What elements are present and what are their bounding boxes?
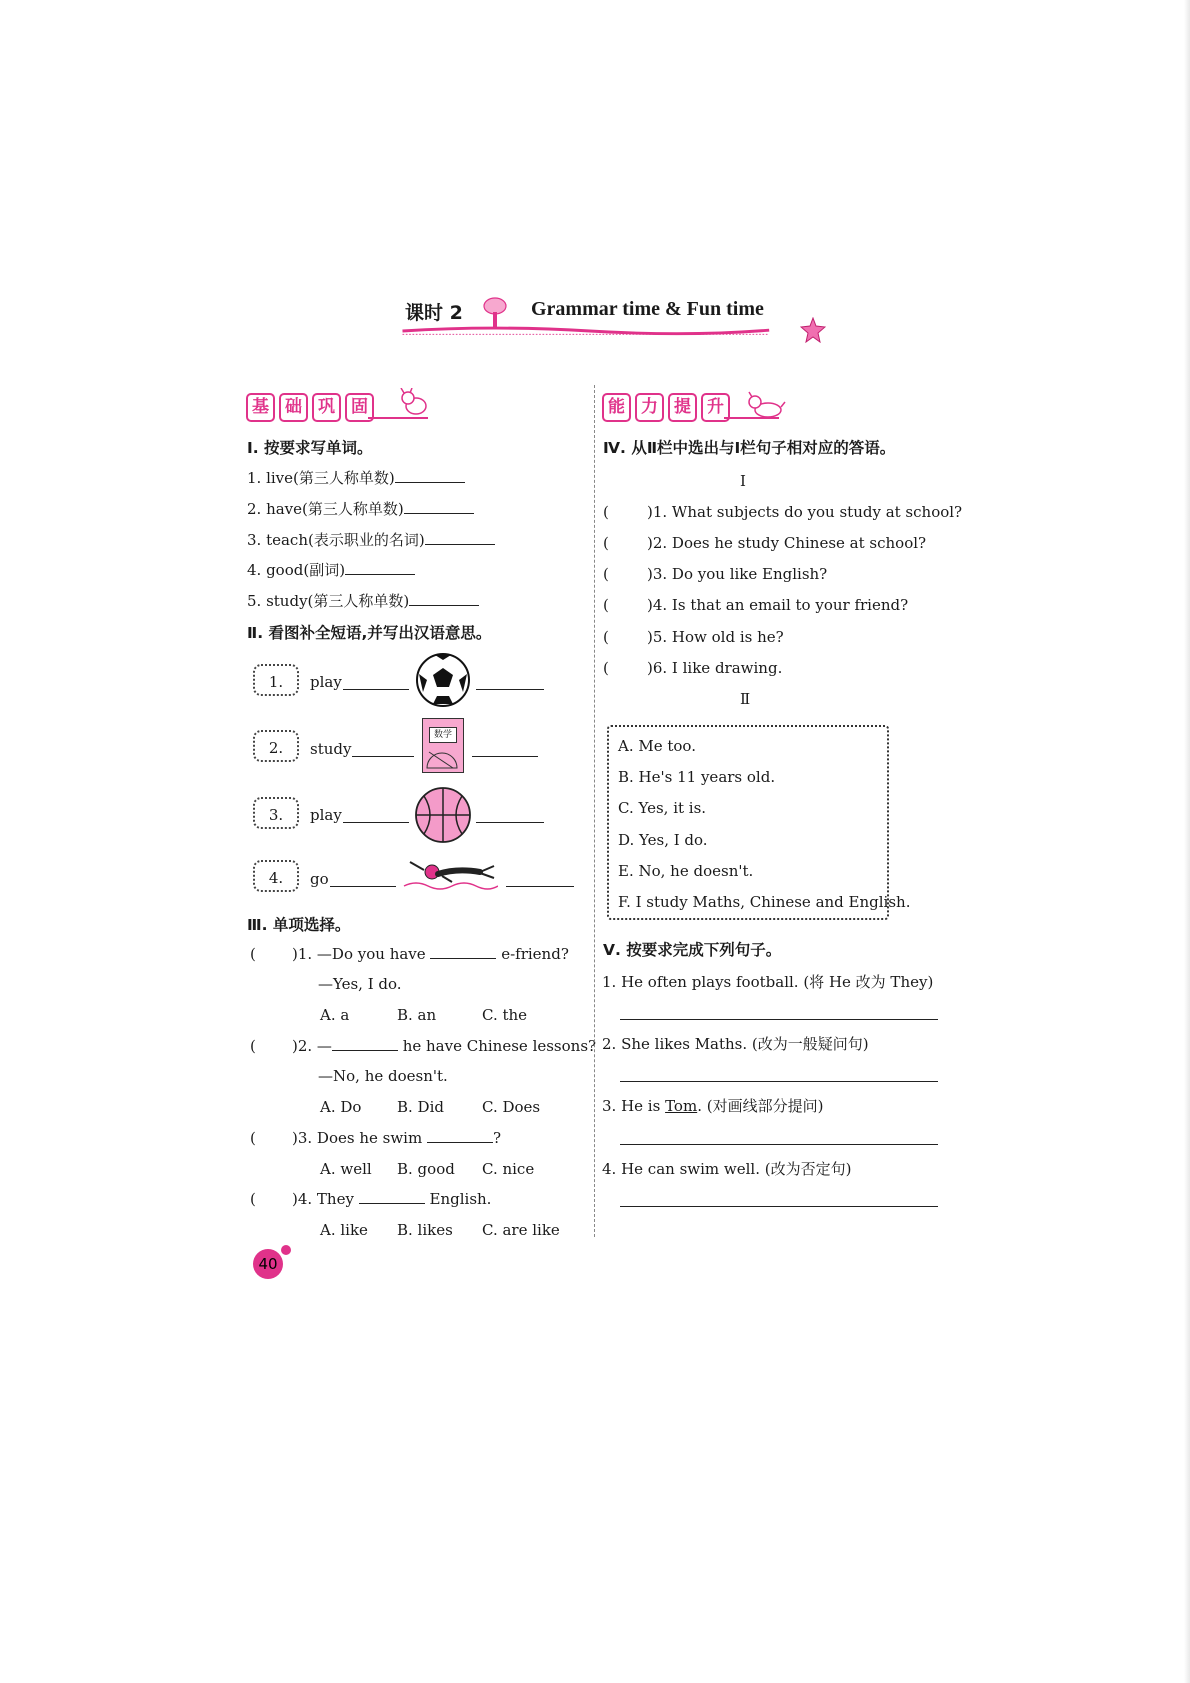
section1-heading: Ⅰ. 按要求写单词。	[247, 439, 373, 457]
dialogue-answer: —Yes, I do.	[318, 975, 402, 993]
phrase-blank[interactable]	[352, 756, 414, 757]
item-text: 2. have(第三人称单数)	[247, 500, 404, 518]
dog-icon	[746, 390, 786, 420]
item-text: . (对画线部分提问)	[697, 1097, 824, 1115]
answer-blank[interactable]	[332, 1049, 398, 1051]
option-c[interactable]: C. the	[482, 1006, 528, 1024]
banner-char: 础	[279, 393, 308, 422]
page-number: 40	[253, 1249, 283, 1279]
star-icon	[800, 317, 826, 343]
banner-char: 能	[602, 393, 631, 422]
option-c[interactable]: C. are like	[482, 1221, 560, 1239]
paren-open: (	[250, 1037, 256, 1055]
phrase-blank[interactable]	[330, 886, 396, 887]
option-b[interactable]: B. good	[397, 1160, 455, 1178]
dialogue-answer: —No, he doesn't.	[318, 1067, 448, 1085]
answer-option: F. I study Maths, Chinese and English.	[618, 893, 911, 911]
question-text: English.	[429, 1190, 492, 1208]
column2-label: Ⅱ	[740, 690, 751, 708]
question-text: )1. —Do you have	[292, 945, 426, 963]
phrase-verb: play	[310, 806, 342, 824]
question-text: )4. They	[292, 1190, 354, 1208]
question-text: ?	[492, 1129, 502, 1147]
banner-char: 基	[246, 393, 275, 422]
match-question: )1. What subjects do you study at school?	[647, 503, 963, 521]
page-edge-shadow	[1184, 0, 1190, 1683]
football-icon	[415, 652, 471, 708]
paren-open: (	[603, 534, 609, 552]
meaning-blank[interactable]	[476, 822, 544, 823]
page-number-dot	[281, 1245, 291, 1255]
meaning-blank[interactable]	[472, 756, 538, 757]
question-text: )3. Does he swim	[292, 1129, 423, 1147]
item-text: 3. He is	[602, 1097, 666, 1115]
item-text: 1. live(第三人称单数)	[247, 469, 395, 487]
section3-heading: Ⅲ. 单项选择。	[247, 916, 351, 934]
option-c[interactable]: C. nice	[482, 1160, 535, 1178]
question-text: )2. —	[292, 1037, 332, 1055]
mascot-icon	[396, 388, 432, 420]
phrase-verb: study	[310, 740, 352, 758]
answer-option: C. Yes, it is.	[618, 799, 707, 817]
section-banner-advance	[602, 393, 730, 422]
answer-line[interactable]	[620, 1019, 938, 1020]
answer-blank[interactable]	[409, 604, 479, 606]
option-a[interactable]: A. a	[320, 1006, 350, 1024]
mc-question	[292, 1037, 596, 1055]
maths-book-icon	[422, 718, 464, 773]
match-question: )5. How old is he?	[647, 628, 784, 646]
banner-char: 力	[635, 393, 664, 422]
header-wave-decoration	[365, 326, 815, 336]
item-text: 4. good(副词)	[247, 561, 346, 579]
banner-char: 升	[701, 393, 730, 422]
option-c[interactable]: C. Does	[482, 1098, 541, 1116]
banner-char: 提	[668, 393, 697, 422]
section4-heading: Ⅳ. 从Ⅱ栏中选出与Ⅰ栏句子相对应的答语。	[603, 439, 896, 457]
banner-char: 固	[345, 393, 374, 422]
tree-icon	[482, 296, 508, 330]
rewrite-item: 2. She likes Maths. (改为一般疑问句)	[602, 1035, 869, 1053]
option-b[interactable]: B. Did	[397, 1098, 444, 1116]
answer-blank[interactable]	[359, 1202, 425, 1204]
rewrite-item: 1. He often plays football. (将 He 改为 They)	[602, 973, 934, 991]
column1-label: Ⅰ	[740, 472, 746, 490]
answer-blank[interactable]	[345, 573, 415, 575]
match-question: )2. Does he study Chinese at school?	[647, 534, 927, 552]
option-a[interactable]: A. Do	[320, 1098, 362, 1116]
answer-line[interactable]	[620, 1144, 938, 1145]
answer-blank[interactable]	[427, 1141, 493, 1143]
section1-item	[247, 559, 415, 580]
mc-question	[292, 1129, 501, 1147]
answer-option: E. No, he doesn't.	[618, 862, 754, 880]
banner-char: 巩	[312, 393, 341, 422]
section1-item	[247, 467, 465, 488]
basketball-icon	[414, 786, 472, 844]
option-b[interactable]: B. an	[397, 1006, 437, 1024]
answer-option: B. He's 11 years old.	[618, 768, 776, 786]
answer-blank[interactable]	[425, 543, 495, 545]
match-question: )6. I like drawing.	[647, 659, 783, 677]
section5-heading: Ⅴ. 按要求完成下列句子。	[603, 941, 782, 959]
paren-open: (	[603, 565, 609, 583]
option-b[interactable]: B. likes	[397, 1221, 453, 1239]
protractor-icon	[423, 746, 461, 772]
swimmer-icon	[402, 856, 498, 896]
paren-open: (	[250, 1190, 256, 1208]
rewrite-item: 4. He can swim well. (改为否定句)	[602, 1160, 852, 1178]
option-a[interactable]: A. well	[320, 1160, 372, 1178]
paren-open: (	[603, 596, 609, 614]
underlined-word: Tom	[665, 1097, 698, 1115]
phrase-verb: go	[310, 870, 329, 888]
answer-line[interactable]	[620, 1081, 938, 1082]
match-question: )3. Do you like English?	[647, 565, 828, 583]
section1-item	[247, 498, 474, 519]
phrase-verb: play	[310, 673, 342, 691]
phrase-blank[interactable]	[343, 822, 409, 823]
item-number-badge: 1.	[253, 664, 299, 696]
question-text: he have Chinese lessons?	[402, 1037, 597, 1055]
lesson-label: 课时 2	[405, 302, 463, 324]
answer-option: A. Me too.	[618, 737, 696, 755]
column-divider	[594, 385, 595, 1237]
match-question: )4. Is that an email to your friend?	[647, 596, 909, 614]
mc-question	[292, 1190, 491, 1208]
item-number-badge: 3.	[253, 797, 299, 829]
answer-line[interactable]	[620, 1206, 938, 1207]
section-banner-basics	[246, 393, 374, 422]
section1-item	[247, 529, 495, 550]
answer-blank[interactable]	[395, 481, 465, 483]
rewrite-item	[602, 1095, 823, 1116]
meaning-blank[interactable]	[506, 886, 574, 887]
paren-open: (	[250, 1129, 256, 1147]
item-number-badge: 2.	[253, 730, 299, 762]
meaning-blank[interactable]	[476, 689, 544, 690]
answer-option: D. Yes, I do.	[618, 831, 708, 849]
answer-blank[interactable]	[404, 512, 474, 514]
book-label: 数学	[429, 727, 457, 743]
paren-open: (	[603, 628, 609, 646]
item-number-badge: 4.	[253, 860, 299, 892]
lesson-title: Grammar time & Fun time	[531, 298, 764, 320]
paren-open: (	[603, 659, 609, 677]
mc-question	[292, 945, 569, 963]
section1-item	[247, 590, 479, 611]
item-text: 3. teach(表示职业的名词)	[247, 531, 425, 549]
option-a[interactable]: A. like	[320, 1221, 368, 1239]
answer-blank[interactable]	[430, 957, 496, 959]
question-text: e-friend?	[501, 945, 569, 963]
item-text: 5. study(第三人称单数)	[247, 592, 410, 610]
phrase-blank[interactable]	[343, 689, 409, 690]
paren-open: (	[250, 945, 256, 963]
section2-heading: Ⅱ. 看图补全短语,并写出汉语意思。	[247, 624, 492, 642]
paren-open: (	[603, 503, 609, 521]
